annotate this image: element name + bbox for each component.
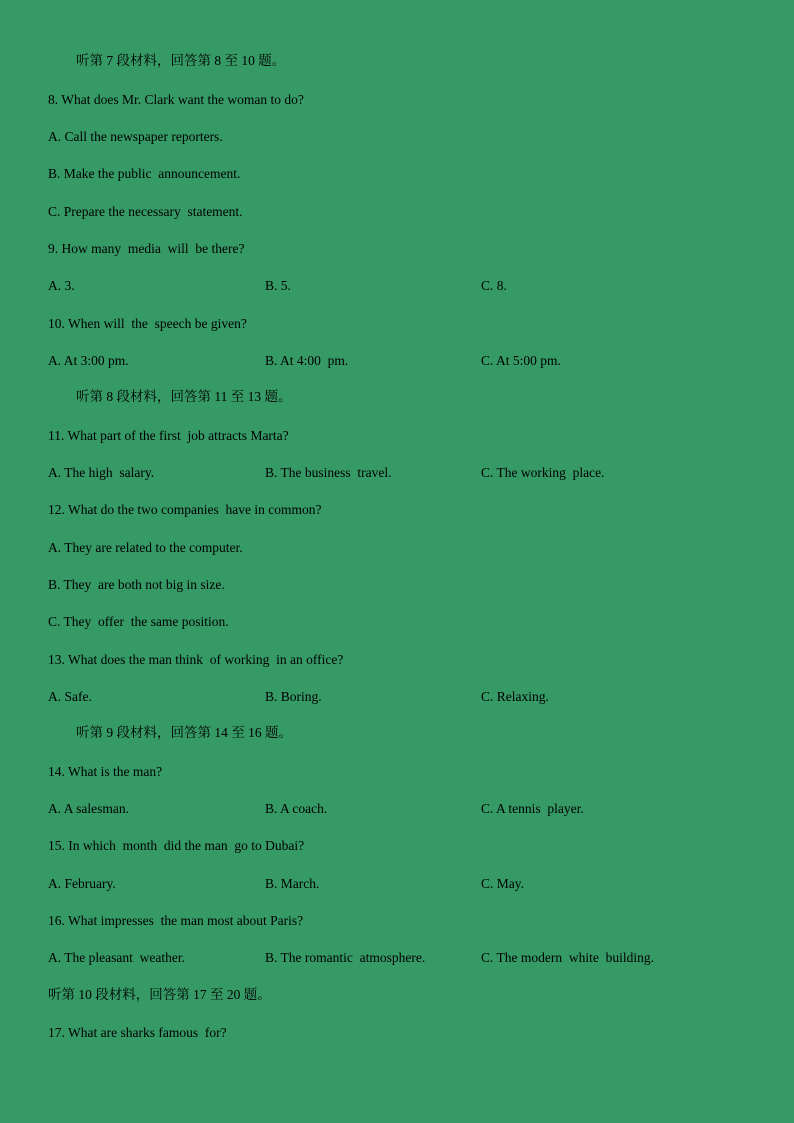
option-8b: B. Make the public announcement.	[48, 166, 241, 181]
option-16a: A. The pleasant weather.	[48, 950, 185, 965]
option-12a: A. They are related to the computer.	[48, 540, 243, 555]
question-15: 15. In which month did the man go to Dubai?	[48, 838, 305, 853]
options-10	[48, 353, 768, 369]
options-14	[48, 801, 768, 817]
option-11a: A. The high salary.	[48, 465, 155, 480]
option-15a: A. February.	[48, 876, 116, 891]
options-16	[48, 950, 768, 966]
question-17: 17. What are sharks famous for?	[48, 1025, 227, 1040]
option-15b: B. March.	[265, 876, 320, 891]
option-10c: C. At 5:00 pm.	[481, 353, 561, 368]
question-8: 8. What does Mr. Clark want the woman to do?	[48, 92, 304, 107]
question-13: 13. What does the man think of working in an office?	[48, 652, 344, 667]
option-8c: C. Prepare the necessary statement.	[48, 204, 243, 219]
question-14: 14. What is the man?	[48, 764, 163, 779]
option-12b: B. They are both not big in size.	[48, 577, 225, 592]
option-9c: C. 8.	[481, 278, 507, 293]
option-11c: C. The working place.	[481, 465, 605, 480]
option-14c: C. A tennis player.	[481, 801, 584, 816]
option-13b: B. Boring.	[265, 689, 322, 704]
question-12: 12. What do the two companies have in common?	[48, 502, 322, 517]
section-header-9: 听第 9 段材料，回答第 14 至 16 题。	[76, 725, 292, 740]
question-16: 16. What impresses the man most about Paris?	[48, 913, 304, 928]
option-13a: A. Safe.	[48, 689, 92, 704]
option-16b: B. The romantic atmosphere.	[265, 950, 426, 965]
option-14a: A. A salesman.	[48, 801, 129, 816]
option-10b: B. At 4:00 pm.	[265, 353, 349, 368]
section-header-7: 听第 7 段材料，回答第 8 至 10 题。	[76, 53, 286, 68]
option-8a: A. Call the newspaper reporters.	[48, 129, 223, 144]
options-13	[48, 689, 768, 705]
options-11	[48, 465, 768, 481]
option-14b: B. A coach.	[265, 801, 328, 816]
question-9: 9. How many media will be there?	[48, 241, 245, 256]
option-12c: C. They offer the same position.	[48, 614, 229, 629]
option-10a: A. At 3:00 pm.	[48, 353, 129, 368]
options-9	[48, 278, 768, 294]
option-13c: C. Relaxing.	[481, 689, 549, 704]
option-9b: B. 5.	[265, 278, 291, 293]
option-16c: C. The modern white building.	[481, 950, 654, 965]
option-11b: B. The business travel.	[265, 465, 392, 480]
option-15c: C. May.	[481, 876, 524, 891]
question-10: 10. When will the speech be given?	[48, 316, 247, 331]
option-9a: A. 3.	[48, 278, 75, 293]
options-15	[48, 876, 768, 892]
section-header-8: 听第 8 段材料，回答第 11 至 13 题。	[76, 389, 292, 404]
section-header-10: 听第 10 段材料，回答第 17 至 20 题。	[48, 987, 271, 1002]
question-11: 11. What part of the first job attracts Marta?	[48, 428, 289, 443]
